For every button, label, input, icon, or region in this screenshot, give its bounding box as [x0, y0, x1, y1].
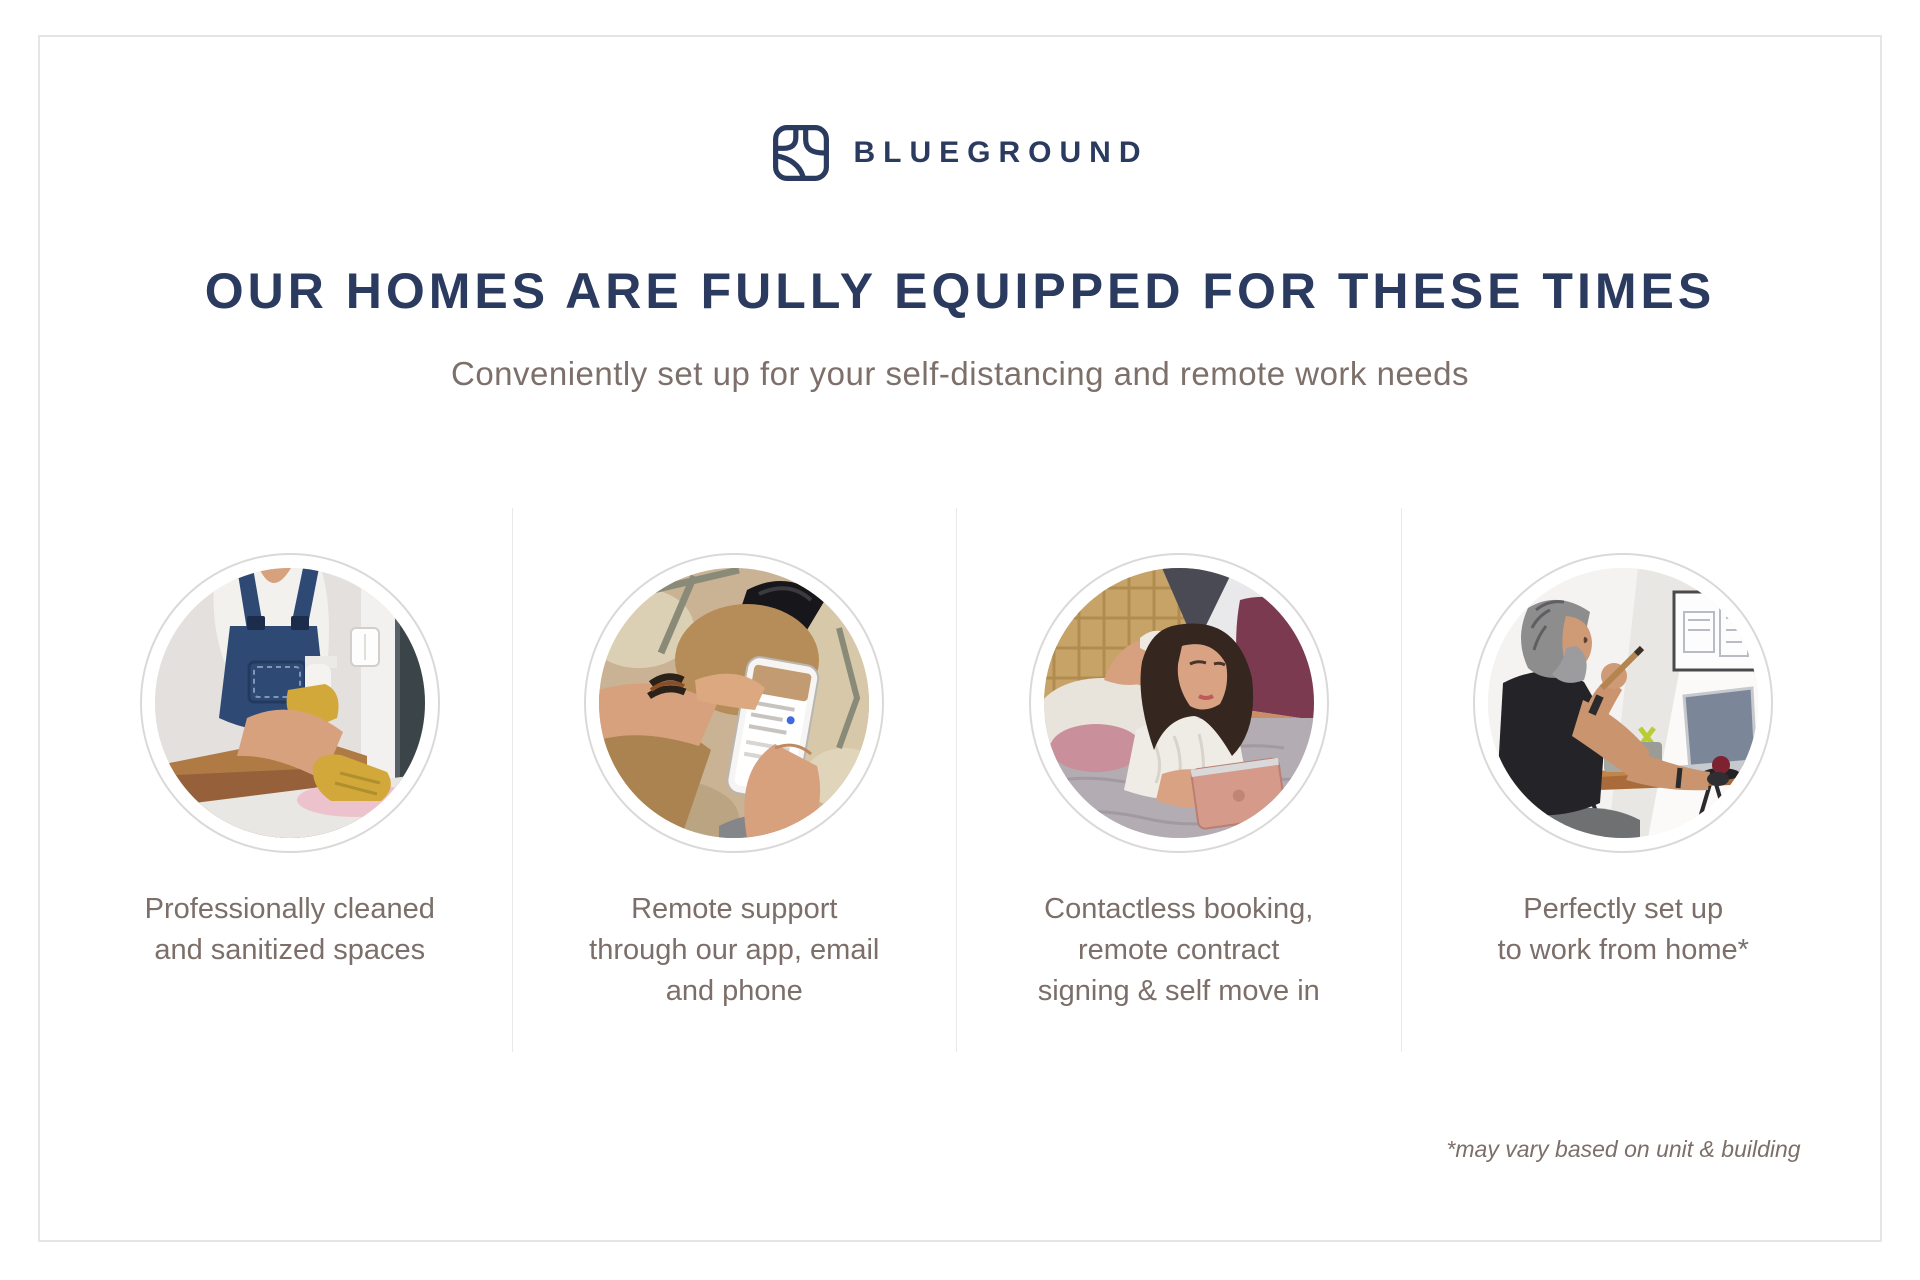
feature-caption [1498, 889, 1749, 971]
caption-line: and sanitized spaces [154, 934, 426, 966]
feature-caption [1038, 889, 1320, 1012]
cleaning-spray-photo [155, 568, 425, 838]
feature-caption [145, 889, 435, 971]
feature-contactless-booking [957, 508, 1402, 1052]
caption-line: Perfectly set up [1523, 893, 1724, 925]
caption-line: Remote support [631, 893, 838, 925]
caption-line: remote contract [1078, 934, 1280, 966]
caption-line: to work from home* [1497, 934, 1749, 966]
caption-line: Professionally cleaned [144, 893, 435, 925]
caption-line: signing & self move in [1037, 975, 1320, 1007]
feature-work-from-home [1402, 508, 1846, 1052]
feature-remote-support [513, 508, 958, 1052]
footnote: *may vary based on unit & building [1446, 1136, 1801, 1162]
caption-line: through our app, email [589, 934, 880, 966]
feature-caption [589, 889, 879, 1012]
caption-line: Contactless booking, [1044, 893, 1314, 925]
page-title: OUR HOMES ARE FULLY EQUIPPED FOR THESE TIMES [204, 263, 1716, 319]
feature-cleaning [68, 508, 513, 1052]
tablet-on-bed-photo [1044, 568, 1314, 838]
phone-app-support-photo [599, 568, 869, 838]
photo-ring [1029, 553, 1329, 853]
photo-ring [584, 553, 884, 853]
features-row [68, 508, 1845, 1052]
caption-line: and phone [665, 975, 803, 1007]
home-office-photo [1488, 568, 1758, 838]
photo-ring [1473, 553, 1773, 853]
photo-ring [140, 553, 440, 853]
brand-logo [0, 124, 1920, 182]
brand-name: BLUEGROUND [853, 136, 1149, 169]
page-subtitle: Conveniently set up for your self-distancing and remote work needs [450, 355, 1470, 392]
blueground-window-icon [772, 124, 830, 182]
